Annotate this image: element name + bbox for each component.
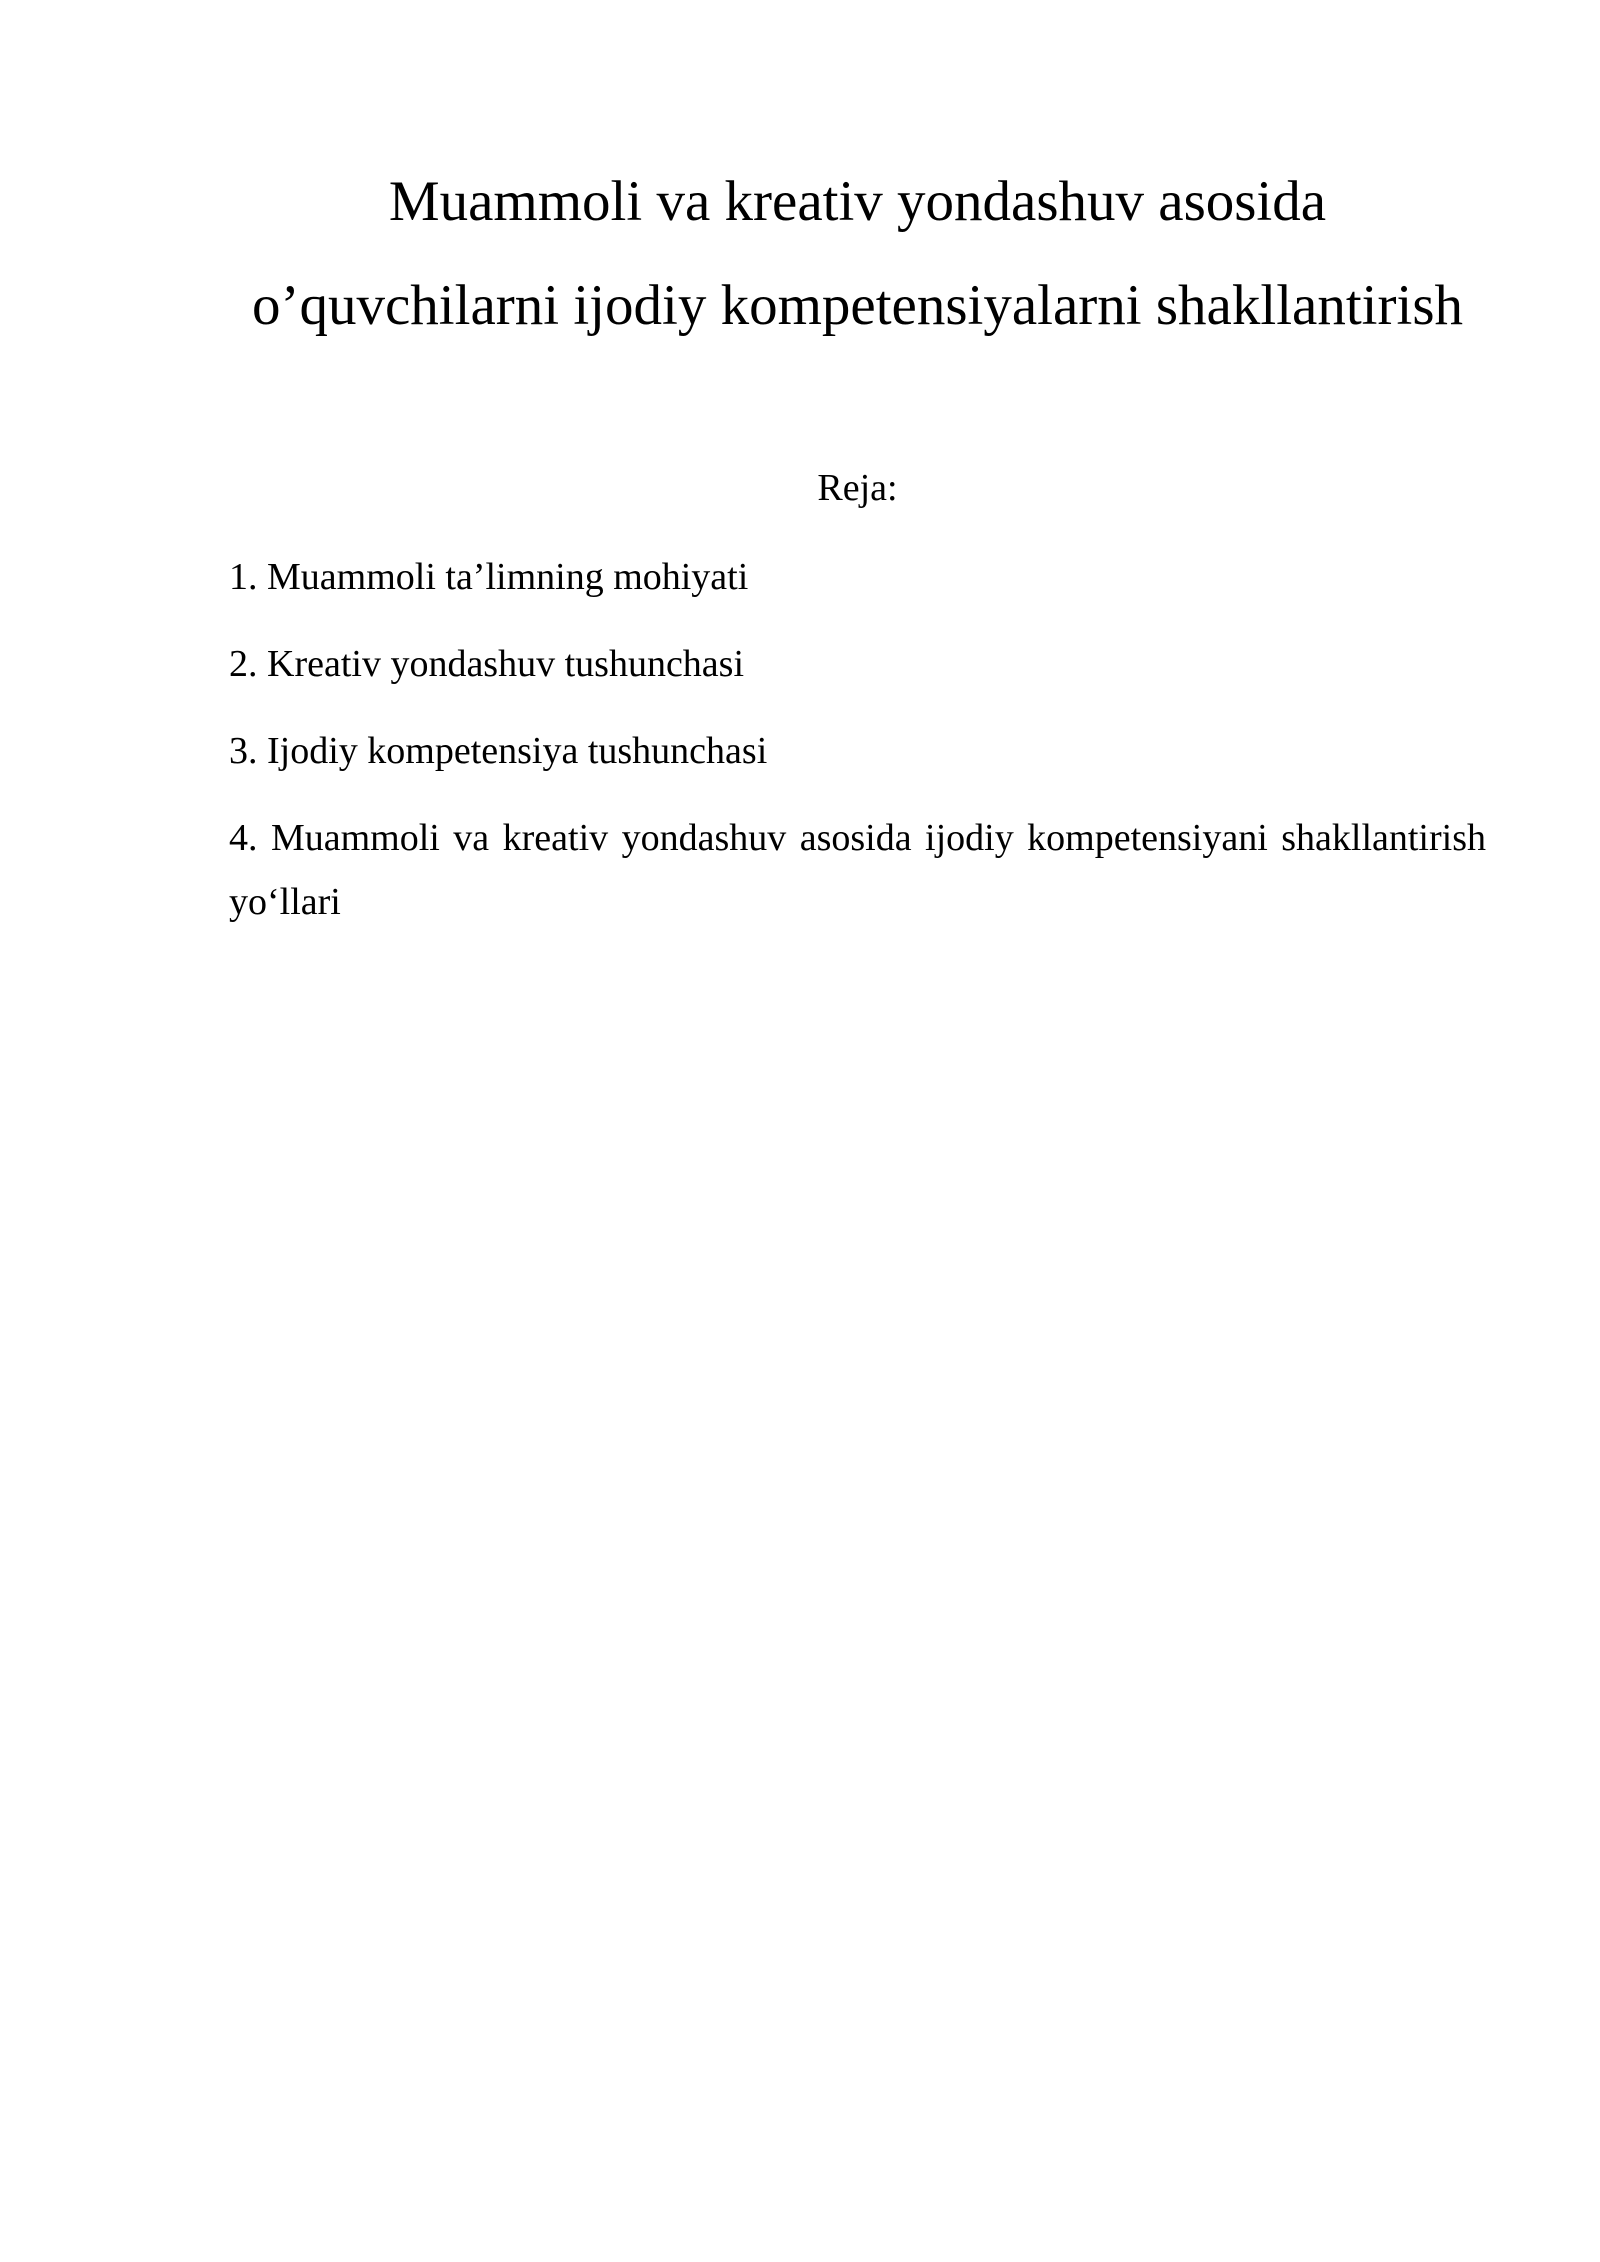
plan-item-3: 3. Ijodiy kompetensiya tushunchasi <box>229 730 768 772</box>
plan-item-4: 4. Muammoli va kreativ yondashuv asosida ijodiy kompetensiyani shakllantirish yo‘llari <box>229 817 1486 923</box>
page-content <box>229 150 1486 923</box>
plan-heading: Reja: <box>817 467 898 509</box>
document-title <box>229 150 1486 358</box>
plan-item-1: 1. Muammoli ta’limning mohiyati <box>229 556 749 598</box>
title-line-2: o’quvchilarni ijodiy kompetensiyalarni shakllantirish <box>252 274 1463 337</box>
plan-list <box>229 545 1486 957</box>
title-line-1: Muammoli va kreativ yondashuv asosida <box>388 170 1327 233</box>
plan-item-2: 2. Kreativ yondashuv tushunchasi <box>229 643 745 685</box>
